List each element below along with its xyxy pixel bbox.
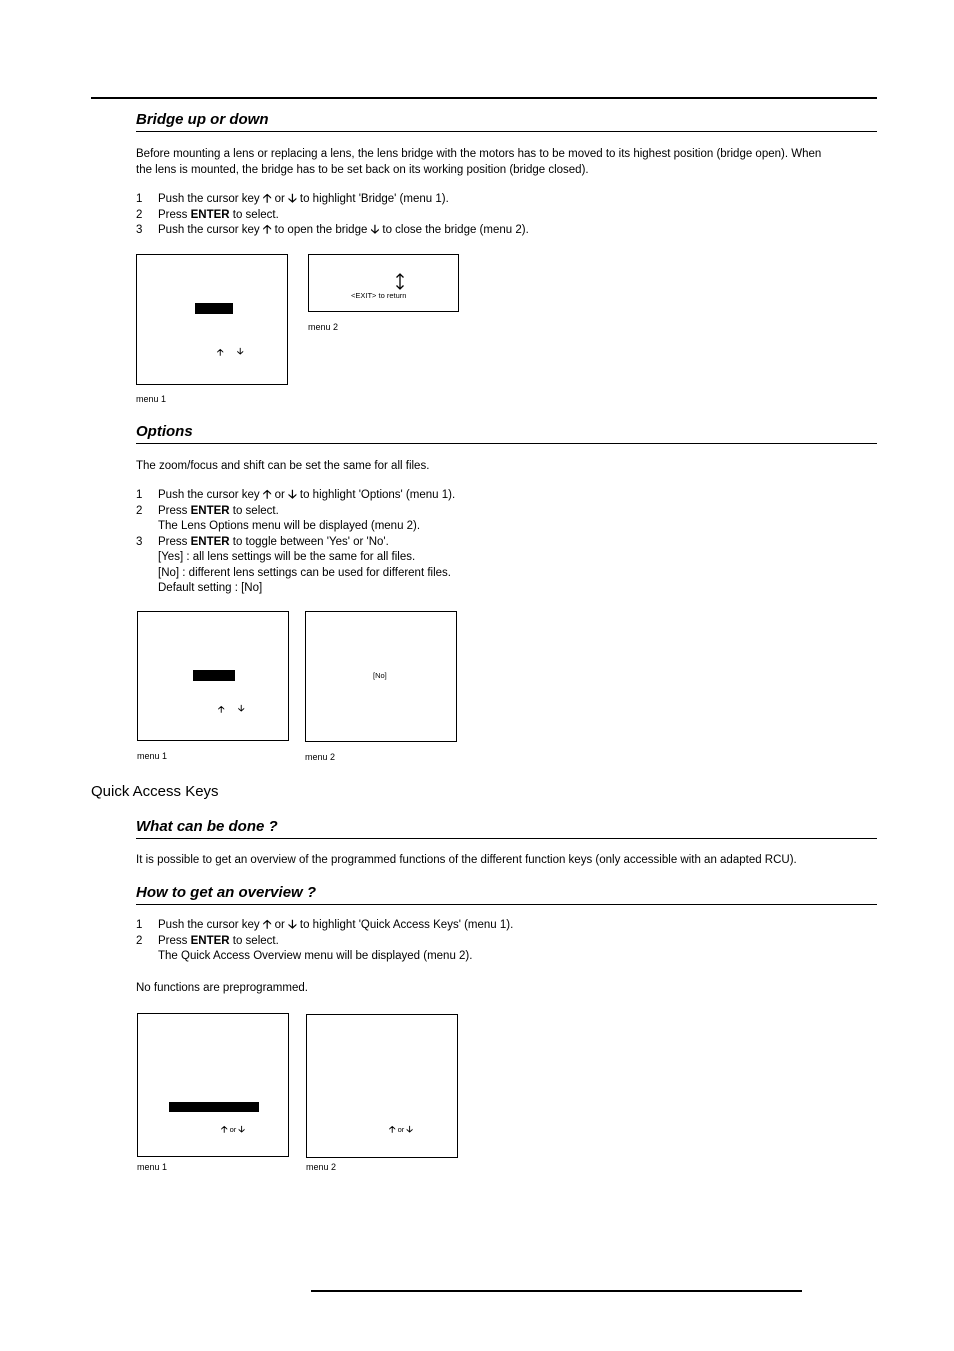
bridge-intro-line-2: the lens is mounted, the bridge has to be set back on its working position (bridge closed). bbox=[136, 164, 589, 176]
step-text: to close the bridge (menu 2). bbox=[379, 224, 529, 236]
step-text: [Yes] : all lens settings will be the same for all files. bbox=[158, 551, 416, 563]
what-heading-rule bbox=[136, 838, 877, 839]
highlight-bar bbox=[195, 303, 233, 314]
enter-key-label: ENTER bbox=[190, 934, 230, 947]
quick-access-step-2-note bbox=[136, 949, 513, 965]
arrow-down-icon: 🡣 bbox=[237, 346, 244, 356]
step-text: Default setting : [No] bbox=[158, 582, 263, 594]
step-text: Press bbox=[158, 208, 191, 221]
how-heading: How to get an overview ? bbox=[136, 884, 317, 901]
step-text: to select. bbox=[229, 208, 279, 221]
options-no-note bbox=[136, 566, 455, 582]
options-step-3 bbox=[136, 535, 455, 551]
quick-access-menu-1-caption: menu 1 bbox=[137, 1162, 168, 1172]
arrow-up-down-icon bbox=[395, 273, 405, 290]
step-text: Push the cursor key bbox=[158, 193, 263, 205]
bridge-menu-1-screen bbox=[136, 254, 288, 385]
what-heading: What can be done ? bbox=[136, 818, 278, 835]
or-arrows-hint bbox=[221, 1122, 245, 1138]
or-text: or bbox=[397, 1125, 405, 1134]
bridge-menu-1-caption: menu 1 bbox=[136, 394, 167, 404]
arrow-up-icon: 🡡 bbox=[262, 191, 272, 205]
exit-return-text: <EXIT> to return bbox=[351, 291, 407, 300]
arrow-up-icon: 🡡 bbox=[218, 704, 225, 714]
step-text: Press bbox=[158, 535, 191, 548]
bridge-step-3 bbox=[136, 223, 529, 239]
step-number: 1 bbox=[136, 489, 143, 501]
step-text: [No] : different lens settings can be used for different files. bbox=[158, 566, 451, 579]
step-text: Push the cursor key bbox=[158, 919, 263, 931]
default-value-text: [No] bbox=[373, 671, 387, 680]
options-steps bbox=[136, 488, 455, 597]
bridge-intro-line-1: Before mounting a lens or replacing a lens, the lens bridge with the motors has to be moved to its highest position (bridge open). When bbox=[136, 148, 822, 160]
arrow-down-icon: 🡣 bbox=[288, 487, 297, 501]
step-text: to highlight 'Options' (menu 1). bbox=[296, 489, 456, 501]
bridge-steps bbox=[136, 192, 529, 239]
highlight-bar bbox=[193, 670, 235, 681]
step-number: 1 bbox=[136, 193, 143, 205]
options-step-2 bbox=[136, 504, 455, 520]
top-rule bbox=[91, 97, 877, 99]
quick-access-step-2 bbox=[136, 934, 513, 950]
arrow-down-icon: 🡣 bbox=[238, 1124, 245, 1134]
arrow-down-icon: 🡣 bbox=[288, 191, 297, 205]
quick-access-menu-1-screen bbox=[137, 1013, 289, 1157]
step-text: to select. bbox=[229, 934, 279, 947]
options-menu-2-caption: menu 2 bbox=[305, 752, 336, 762]
step-text: or bbox=[271, 489, 289, 501]
arrow-up-icon: 🡡 bbox=[262, 222, 272, 236]
options-step-1 bbox=[136, 488, 455, 504]
options-menu-2-screen bbox=[305, 611, 457, 742]
quick-access-steps bbox=[136, 918, 513, 965]
quick-access-step-1 bbox=[136, 918, 513, 934]
arrow-up-icon: 🡡 bbox=[262, 487, 272, 501]
quick-access-title: Quick Access Keys bbox=[91, 783, 219, 800]
options-default-note bbox=[136, 581, 455, 597]
options-heading-rule bbox=[136, 443, 877, 444]
options-menu-1-caption: menu 1 bbox=[137, 751, 168, 761]
arrow-up-icon: 🡡 bbox=[221, 1124, 228, 1134]
step-text: Press bbox=[158, 934, 191, 947]
step-text: to open the bridge bbox=[271, 224, 371, 236]
step-text: Push the cursor key bbox=[158, 489, 263, 501]
arrow-down-icon: 🡣 bbox=[370, 222, 380, 236]
or-text: or bbox=[229, 1125, 237, 1134]
step-number: 3 bbox=[136, 535, 143, 548]
step-text: or bbox=[271, 193, 289, 205]
options-intro: The zoom/focus and shift can be set the same for all files. bbox=[136, 460, 430, 472]
bridge-heading: Bridge up or down bbox=[136, 111, 269, 128]
step-text: Press bbox=[158, 504, 191, 517]
quick-access-menu-2-caption: menu 2 bbox=[306, 1162, 337, 1172]
step-number: 2 bbox=[136, 934, 143, 947]
enter-key-label: ENTER bbox=[190, 208, 230, 221]
quick-access-note: No functions are preprogrammed. bbox=[136, 982, 308, 994]
arrow-up-icon: 🡡 bbox=[389, 1124, 396, 1134]
bridge-intro bbox=[136, 146, 881, 178]
step-number: 2 bbox=[136, 208, 143, 221]
step-text: to highlight 'Bridge' (menu 1). bbox=[296, 193, 449, 205]
what-text: It is possible to get an overview of the programmed functions of the different function keys (only accessible with an adapted RCU). bbox=[136, 854, 797, 866]
arrow-down-icon: 🡣 bbox=[406, 1124, 413, 1134]
arrow-up-icon: 🡡 bbox=[262, 917, 272, 931]
bridge-heading-rule bbox=[136, 131, 877, 132]
arrow-down-icon: 🡣 bbox=[288, 917, 297, 931]
bridge-menu-2-screen bbox=[308, 254, 459, 312]
options-step-2-note bbox=[136, 519, 455, 535]
bridge-menu-2-caption: menu 2 bbox=[308, 322, 339, 332]
step-number: 1 bbox=[136, 919, 143, 931]
enter-key-label: ENTER bbox=[190, 535, 230, 548]
bridge-step-2 bbox=[136, 208, 529, 224]
highlight-bar bbox=[169, 1102, 259, 1112]
quick-access-menu-2-screen bbox=[306, 1014, 458, 1158]
bridge-step-1 bbox=[136, 192, 529, 208]
options-heading: Options bbox=[136, 423, 193, 440]
how-heading-rule bbox=[136, 904, 877, 905]
options-menu-1-screen bbox=[137, 611, 289, 741]
options-yes-note bbox=[136, 550, 455, 566]
enter-key-label: ENTER bbox=[190, 504, 230, 517]
step-text: to highlight 'Quick Access Keys' (menu 1). bbox=[296, 919, 514, 931]
arrow-down-icon: 🡣 bbox=[238, 703, 245, 713]
bottom-rule bbox=[311, 1290, 802, 1292]
step-text: The Lens Options menu will be displayed (menu 2). bbox=[158, 520, 421, 532]
step-text: Push the cursor key bbox=[158, 224, 263, 236]
step-number: 3 bbox=[136, 224, 143, 236]
step-text: to select. bbox=[229, 504, 279, 517]
arrow-up-icon: 🡡 bbox=[217, 347, 224, 357]
step-text: The Quick Access Overview menu will be displayed (menu 2). bbox=[158, 950, 473, 962]
or-arrows-hint bbox=[389, 1122, 413, 1138]
step-number: 2 bbox=[136, 504, 143, 517]
step-text: or bbox=[271, 919, 289, 931]
step-text: to toggle between 'Yes' or 'No'. bbox=[229, 535, 389, 548]
